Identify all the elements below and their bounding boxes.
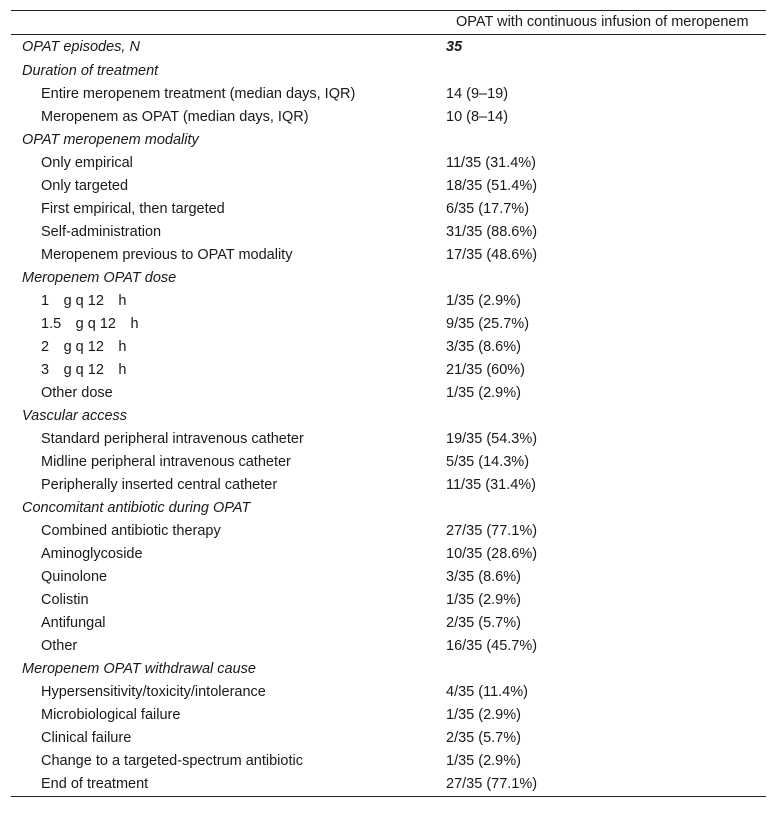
section-title: OPAT meropenem modality [22,132,199,148]
table-row [11,244,766,267]
section-title: Concomitant antibiotic during OPAT [22,500,251,516]
row-label: Combined antibiotic therapy [41,523,221,539]
row-label: Aminoglycoside [41,546,143,562]
row-label: Clinical failure [41,730,132,746]
row-value: 9/35 (25.7%) [446,316,530,332]
table-row [11,704,766,727]
row-label: Other dose [41,385,113,401]
row-value: 27/35 (77.1%) [446,776,538,792]
row-value: 31/35 (88.6%) [446,224,538,240]
row-label: Quinolone [41,569,108,585]
row-value: 17/35 (48.6%) [446,247,538,263]
table-row [11,221,766,244]
section-spacer [446,405,766,428]
row-value: 1/35 (2.9%) [446,592,521,608]
row-value: 11/35 (31.4%) [446,155,537,171]
table-row [11,313,766,336]
row-label: Meropenem previous to OPAT modality [41,247,293,263]
row-value: 10 (8–14) [446,109,509,125]
table-row [11,451,766,474]
table-row [11,727,766,750]
section-row [11,129,766,152]
row-value: 19/35 (54.3%) [446,431,538,447]
row-value: 4/35 (11.4%) [446,684,528,700]
table-row [11,543,766,566]
row-value: 1/35 (2.9%) [446,293,521,309]
section-row [11,60,766,83]
table-row [11,681,766,704]
row-value: 6/35 (17.7%) [446,201,530,217]
table-row [11,382,766,405]
row-value: 1/35 (2.9%) [446,707,521,723]
table-row [11,175,766,198]
section-row [11,658,766,681]
row-label: Change to a targeted-spectrum antibiotic [41,753,303,769]
row-value: 2/35 (5.7%) [446,615,521,631]
table-row [11,106,766,129]
row-value: 16/35 (45.7%) [446,638,538,654]
row-value: 1/35 (2.9%) [446,385,521,401]
table-row [11,290,766,313]
section-row [11,497,766,520]
section-row [11,267,766,290]
row-label: Hypersensitivity/toxicity/intolerance [41,684,266,700]
section-spacer [446,267,766,290]
row-value: 10/35 (28.6%) [446,546,538,562]
row-value: 3/35 (8.6%) [446,339,521,355]
row-label: Colistin [41,592,89,608]
row-value: 11/35 (31.4%) [446,477,537,493]
header-col-label [11,11,446,35]
table-row [11,428,766,451]
section-spacer [446,497,766,520]
table-body [11,35,766,797]
row-label: Other [41,638,78,654]
section-title: Meropenem OPAT withdrawal cause [22,661,256,677]
row-label: Standard peripheral intravenous catheter [41,431,304,447]
table-row [11,474,766,497]
table-row [11,635,766,658]
row-label: 3 g q 12 h [41,362,127,378]
episodes-value: 35 [446,39,463,55]
section-title: Duration of treatment [22,63,159,79]
row-label: 1 g q 12 h [41,293,127,309]
section-spacer [446,129,766,152]
table-row [11,198,766,221]
row-label: Antifungal [41,615,106,631]
table-row [11,589,766,612]
table-row [11,336,766,359]
row-value: 27/35 (77.1%) [446,523,538,539]
row-label: End of treatment [41,776,149,792]
table-row [11,566,766,589]
section-row [11,405,766,428]
row-label: 2 g q 12 h [41,339,127,355]
section-title: Vascular access [22,408,128,424]
section-title: Meropenem OPAT dose [22,270,177,286]
table-row [11,773,766,797]
opat-table [11,10,766,797]
table-row-episodes [11,35,766,61]
row-value: 1/35 (2.9%) [446,753,521,769]
section-spacer [446,658,766,681]
row-label: Peripherally inserted central catheter [41,477,278,493]
row-label: Only empirical [41,155,133,171]
row-label: First empirical, then targeted [41,201,225,217]
row-label: Meropenem as OPAT (median days, IQR) [41,109,309,125]
row-label: Midline peripheral intravenous catheter [41,454,291,470]
row-label: Microbiological failure [41,707,181,723]
row-value: 14 (9–19) [446,86,509,102]
table-row [11,83,766,106]
row-label: Entire meropenem treatment (median days, IQR) [41,86,356,102]
table-row [11,359,766,382]
row-value: 18/35 (51.4%) [446,178,538,194]
header-col-opat: OPAT with continuous infusion of meropenem [456,14,749,30]
header-row [11,11,766,35]
row-value: 5/35 (14.3%) [446,454,530,470]
row-value: 3/35 (8.6%) [446,569,521,585]
table-row [11,612,766,635]
table-row [11,520,766,543]
section-spacer [446,60,766,83]
table-header [11,11,766,35]
row-value: 21/35 (60%) [446,362,525,378]
row-value: 2/35 (5.7%) [446,730,521,746]
table-row [11,152,766,175]
row-label: Self-administration [41,224,162,240]
table-row [11,750,766,773]
episodes-label: OPAT episodes, N [22,39,140,55]
row-label: 1.5 g q 12 h [41,316,139,332]
row-label: Only targeted [41,178,129,194]
